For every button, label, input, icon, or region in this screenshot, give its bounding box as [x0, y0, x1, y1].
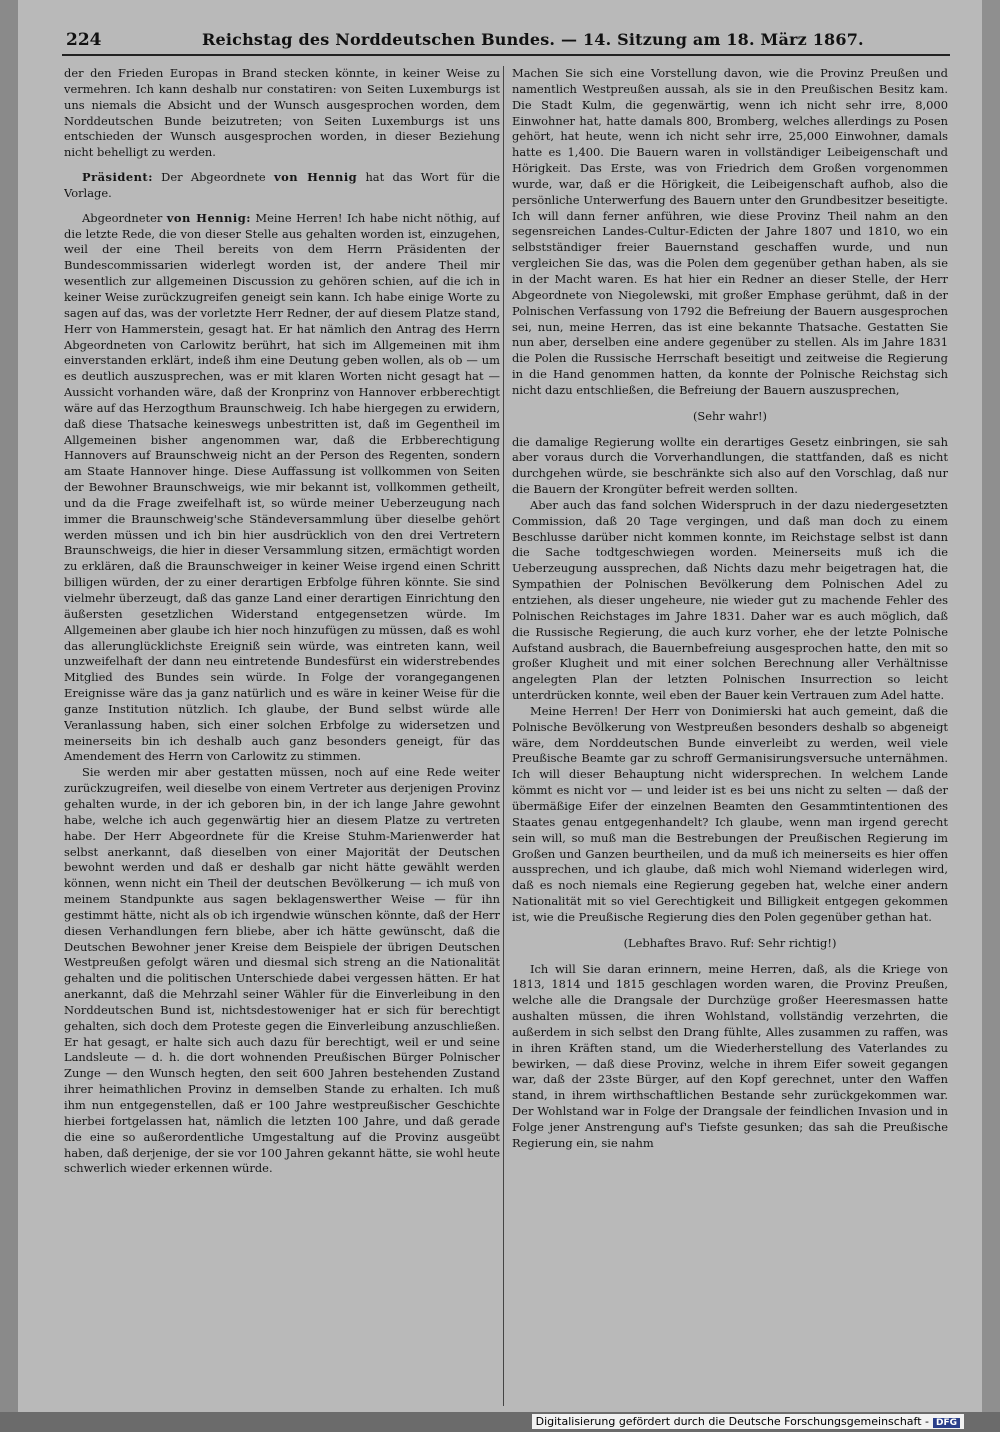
speaker-president: Präsident:: [82, 170, 153, 185]
footer-credit: [532, 1414, 964, 1429]
interjection: (Sehr wahr!): [692, 408, 768, 423]
text-run: Der Abgeordnete: [152, 170, 274, 185]
paragraph: Aber auch das fand solchen Widerspruch in der dazu niedergesetzten Commission, daß 20 Tage vergingen, und daß man doch zu einem Beschlusse darüber nicht kommen konnte, im Reichstage selbst ist dann die Sache todtgeschwiegen worden. Meinerseits muß ich die Ueberzeugung aussprechen, daß Nichts dazu mehr beigetragen hat, die Sympathien der Polnischen Bevölkerung dem Polnischen Adel zu entziehen, als dieser ungeheure, nie wieder gut zu machende Fehler des Polnischen Reichstages im Jahre 1831. Daher war es auch möglich, daß die Russische Regierung, die auch kurz vorher, ehe der letzte Polnische Aufstand ausbrach, die Bauernbefreiung ausgesprochen hatte, den mit so großer Klugheit und mit einer solchen Berechnung aller Verhältnisse angelegten Plan der letzten Polnischen Insurrection so leicht unterdrücken konnte, weil eben der Bauer kein Vertrauen zum Adel hatte.: [512, 497, 948, 703]
credit-text: Digitalisierung gefördert durch die Deutsche Forschungsgemeinschaft -: [535, 1415, 929, 1428]
left-column: [64, 66, 500, 1406]
page-header: [62, 30, 950, 56]
speaker-name: von Hennig: [273, 170, 358, 185]
right-column: [512, 66, 948, 1406]
paragraph-speech: [64, 211, 500, 766]
paragraph: der den Frieden Europas in Brand stecken könnte, in keiner Weise zu vermehren. Ich kann deshalb nur constatiren: von Seiten Luxemburgs ist uns niemals die Absicht und der Wunsch ausgesprochen worden, dem Norddeutschen Bunde beizutreten; von Seiten Luxemburgs ist uns entschieden der Wunsch ausgesprochen worden, in dieser Beziehung nicht behelligt zu werden.: [64, 66, 500, 160]
text-run: Meine Herren! Ich habe nicht nöthig, auf die letzte Rede, die von dieser Stelle aus gehalten worden ist, einzugehen, weil der eine Theil bereits von dem Herrn Präsidenten der Bundescommissarien widerlegt worden ist, der andere Theil mir wesentlich zur allgemeinen Discussion zu gehören schien, auf die ich in keiner Weise zurückzugreifen geneigt sein kann. Ich habe einige Worte zu sagen auf das, was der vorletzte Herr Redner, der auf diesem Platze stand, Herr von Hammerstein, gesagt hat. Er hat nämlich den Antrag des Herrn Abgeordneten von Carlowitz berührt, hat sich im Allgemeinen mit ihm einverstanden erklärt, indeß ihm eine Deutung geben wollen, als ob — um es deutlich auszusprechen, was er mit klaren Worten nicht gesagt hat — Aussicht vorhanden wäre, daß der Kronprinz von Hannover erbberechtigt wäre auf das Herzogthum Braunschweig. Ich habe hiergegen zu erwidern, daß diese Thatsache keineswegs unbestritten ist, daß im Gegentheil im Allgemeinen bisher angenommen war, daß die Erbberechtigung Hannovers auf Braunschweig nicht an der Person des Regenten, sondern am Staate Hannover hinge. Diese Auffassung ist vollkommen von Seiten der Bewohner Braunschweigs, wie mir bekannt ist, vollkommen getheilt, und da die Frage zweifelhaft ist, so würde meiner Ueberzeugung nach immer die Braunschweig'sche Ständeversammlung über dieselbe gehört werden müssen und ich bin hier ausdrücklich von den drei Vertretern Braunschweigs, die hier in dieser Versammlung sitzen, ermächtigt worden zu erklären, daß die Braunschweiger in keiner Weise irgend einen Schritt billigen würden, der zu einer derartigen Erbfolge führen könnte. Sie sind vielmehr überzeugt, daß das ganze Land einer derartigen Einrichtung den äußersten gesetzlichen Widerstand entgegensetzen würde. Im Allgemeinen aber glaube ich hier noch hinzufügen zu müssen, daß es wohl das allerunglücklichste Ereigniß sein würde, was eintreten kann, weil unzweifelhaft der dann neu eintretende Bundesfürst ein widerstrebendes Mitglied des Bundes sein würde. In Folge der vorangegangenen Ereignisse wäre das ja ganz natürlich und es wäre in keiner Weise für die ganze Institution nützlich. Ich glaube, der Bund selbst würde alle Veranlassung haben, sich einer solchen Erbfolge zu widersetzen und meinerseits bin ich deshalb auch ganz besonders geneigt, für das Amendement des Herrn von Carlowitz zu stimmen.: [64, 210, 500, 764]
paragraph-president: [64, 170, 500, 202]
paragraph: Meine Herren! Der Herr von Donimierski hat auch gemeint, daß die Polnische Bevölkerung von Westpreußen besonders deshalb so abgeneigt wäre, dem Norddeutschen Bunde einverleibt zu werden, weil viele Preußische Beamte gar zu schroff Germanisirungsversuche unternähmen. Ich will dieser Behauptung nicht widersprechen. In welchem Lande kömmt es nicht vor — und leider ist es bei uns nicht zu selten — daß der übermäßige Eifer der einzelnen Beamten den Gesammtintentionen des Staates genau entgegenhandelt? Ich glaube, wenn man irgend gerecht sein will, so muß man die Bestrebungen der Preußischen Regierung im Großen und Ganzen beurtheilen, und da muß ich meinerseits es hier offen aussprechen, und ich glaube, daß mich wohl Niemand widerlegen wird, daß es noch niemals eine Regierung gegeben hat, welche einer andern Nationalität mit so viel Gerechtigkeit und Billigkeit entgegen gekommen ist, wie die Preußische Regierung dies den Polen gegenüber gethan hat.: [512, 703, 948, 924]
page-number: 224: [66, 30, 102, 50]
text-run: Abgeordneter: [82, 210, 167, 225]
paragraph: Machen Sie sich eine Vorstellung davon, wie die Provinz Preußen und namentlich Westpreußen aussah, als sie in den Preußischen Besitz kam. Die Stadt Kulm, die gegenwärtig, wenn ich nicht sehr irre, 8,000 Einwohner hat, hatte damals 800, Bromberg, welches allerdings zu Posen gehört, hat heute, wenn ich nicht sehr irre, 25,000 Einwohner, damals hatte es 1,400. Die Bauern waren in vollständiger Leibeigenschaft und Hörigkeit. Das Erste, was von Friedrich dem Großen vorgenommen wurde, war, daß er die Hörigkeit, die Leibeigenschaft aufhob, also die persönliche Unterwerfung des Bauern unter den Grundbesitzer beseitigte. Ich will dann ferner anführen, wie diese Provinz Theil nahm an den segensreichen Landes-Cultur-Edicten der Jahre 1807 und 1810, wo ein selbstständiger freier Bauernstand geschaffen wurde, und nun vergleichen Sie das, was die Polen dem gegenüber gethan haben, als sie in der Macht waren. Es hat hier ein Redner an dieser Stelle, der Herr Abgeordnete von Niegolewski, mit großer Emphase gerühmt, daß in der Polnischen Verfassung von 1792 die Befreiung der Bauern ausgesprochen sei, nun, meine Herren, das ist eine bekannte Thatsache. Gestatten Sie nun aber, derselben eine andere gegenüber zu stellen. Als im Jahre 1831 die Polen die Russische Herrschaft beseitigt und zeitweise die Regierung in die Hand genommen hatten, da konnte der Polnische Reichstag sich nicht dazu entschließen, die Befreiung der Bauern auszusprechen,: [512, 66, 948, 397]
speaker-name: von Hennig:: [166, 210, 251, 225]
running-title: Reichstag des Norddeutschen Bundes. — 14. Sitzung am 18. März 1867.: [202, 30, 864, 49]
text-run: hat das Wort für die Vorlage.: [64, 170, 500, 200]
paragraph: Ich will Sie daran erinnern, meine Herren, daß, als die Kriege von 1813, 1814 und 1815 geschlagen worden waren, die Provinz Preußen, welche alle die Drangsale der Durchzüge großer Heeresmassen hatte aushalten müssen, die ihren Wohlstand, vollständig verzehrten, die außerdem in sich selbst den Drang fühlte, Alles zusammen zu raffen, was in ihren Kräften stand, um die Wiederherstellung des Vaterlandes zu bewirken, — daß diese Provinz, welche in ihrem Eifer soweit gegangen war, daß der 23ste Bürger, auf den Kopf gerechnet, unter den Waffen stand, in ihrem wirthschaftlichen Bestande sehr zurückgekommen war. Der Wohlstand war in Folge der Drangsale der feindlichen Invasion und in Folge jener Anstrengung auf's Tiefste gesunken; das sah die Preußische Regierung ein, sie nahm: [512, 961, 948, 1150]
paragraph: die damalige Regierung wollte ein derartiges Gesetz einbringen, sie sah aber voraus durch die Vorverhandlungen, die stattfanden, daß es nicht durchgehen würde, sie beschränkte sich also auf den Vorschlag, daß nur die Bauern der Krongüter befreit werden sollten.: [512, 434, 948, 497]
column-divider: [503, 66, 504, 1406]
scan-edge: [982, 0, 1000, 1412]
paragraph: Sie werden mir aber gestatten müssen, noch auf eine Rede weiter zurückzugreifen, weil dieselbe von einem Vertreter aus derjenigen Provinz gehalten wurde, in der ich geboren bin, in der ich lange Jahre gewohnt habe, welche ich auch gegenwärtig hier an diesem Platze zu vertreten habe. Der Herr Abgeordnete für die Kreise Stuhm-Marienwerder hat selbst anerkannt, daß dieselben von einer Majorität der Deutschen bewohnt werden und daß er deshalb gar nicht hätte gewählt werden können, wenn nicht ein Theil der deutschen Bevölkerung — ich muß von meinem Standpunkte aus sagen beklagenswerther Weise — für ihn gestimmt hätte, nicht als ob ich irgendwie wünschen könnte, daß der Herr diesen Verhandlungen fern bliebe, aber ich hätte gewünscht, daß die Deutschen Bewohner jener Kreise dem Beispiele der übrigen Deutschen Westpreußen gefolgt wären und diesmal sich streng an die Nationalität gehalten und die politischen Unterschiede dabei vergessen hätten. Er hat anerkannt, daß die Mehrzahl seiner Wähler für die Einverleibung in den Norddeutschen Bund ist, nichtsdestoweniger hat er sich für berechtigt gehalten, sich doch dem Proteste gegen die Einverleibung anzuschließen. Er hat gesagt, er halte sich auch dazu für berechtigt, weil er und seine Landsleute — d. h. die dort wohnenden Preußischen Bürger Polnischer Zunge — den Wunsch hegten, den seit 600 Jahren bestehenden Zustand ihrer heimathlichen Provinz in demselben Stande zu erhalten. Ich muß ihm nun entgegenstellen, daß er 100 Jahre westpreußischer Geschichte hierbei fortgelassen hat, nämlich die letzten 100 Jahre, und daß gerade die eine so außerordentliche Umgestaltung auf die Provinz ausgeübt haben, daß derjenige, der sie vor 100 Jahren gekannt hätte, sie wohl heute schwerlich wieder erkennen würde.: [64, 765, 500, 1176]
interjection: (Lebhaftes Bravo. Ruf: Sehr richtig!): [623, 935, 837, 950]
header-rule: [62, 54, 950, 56]
dfg-logo: DFG: [933, 1418, 960, 1428]
